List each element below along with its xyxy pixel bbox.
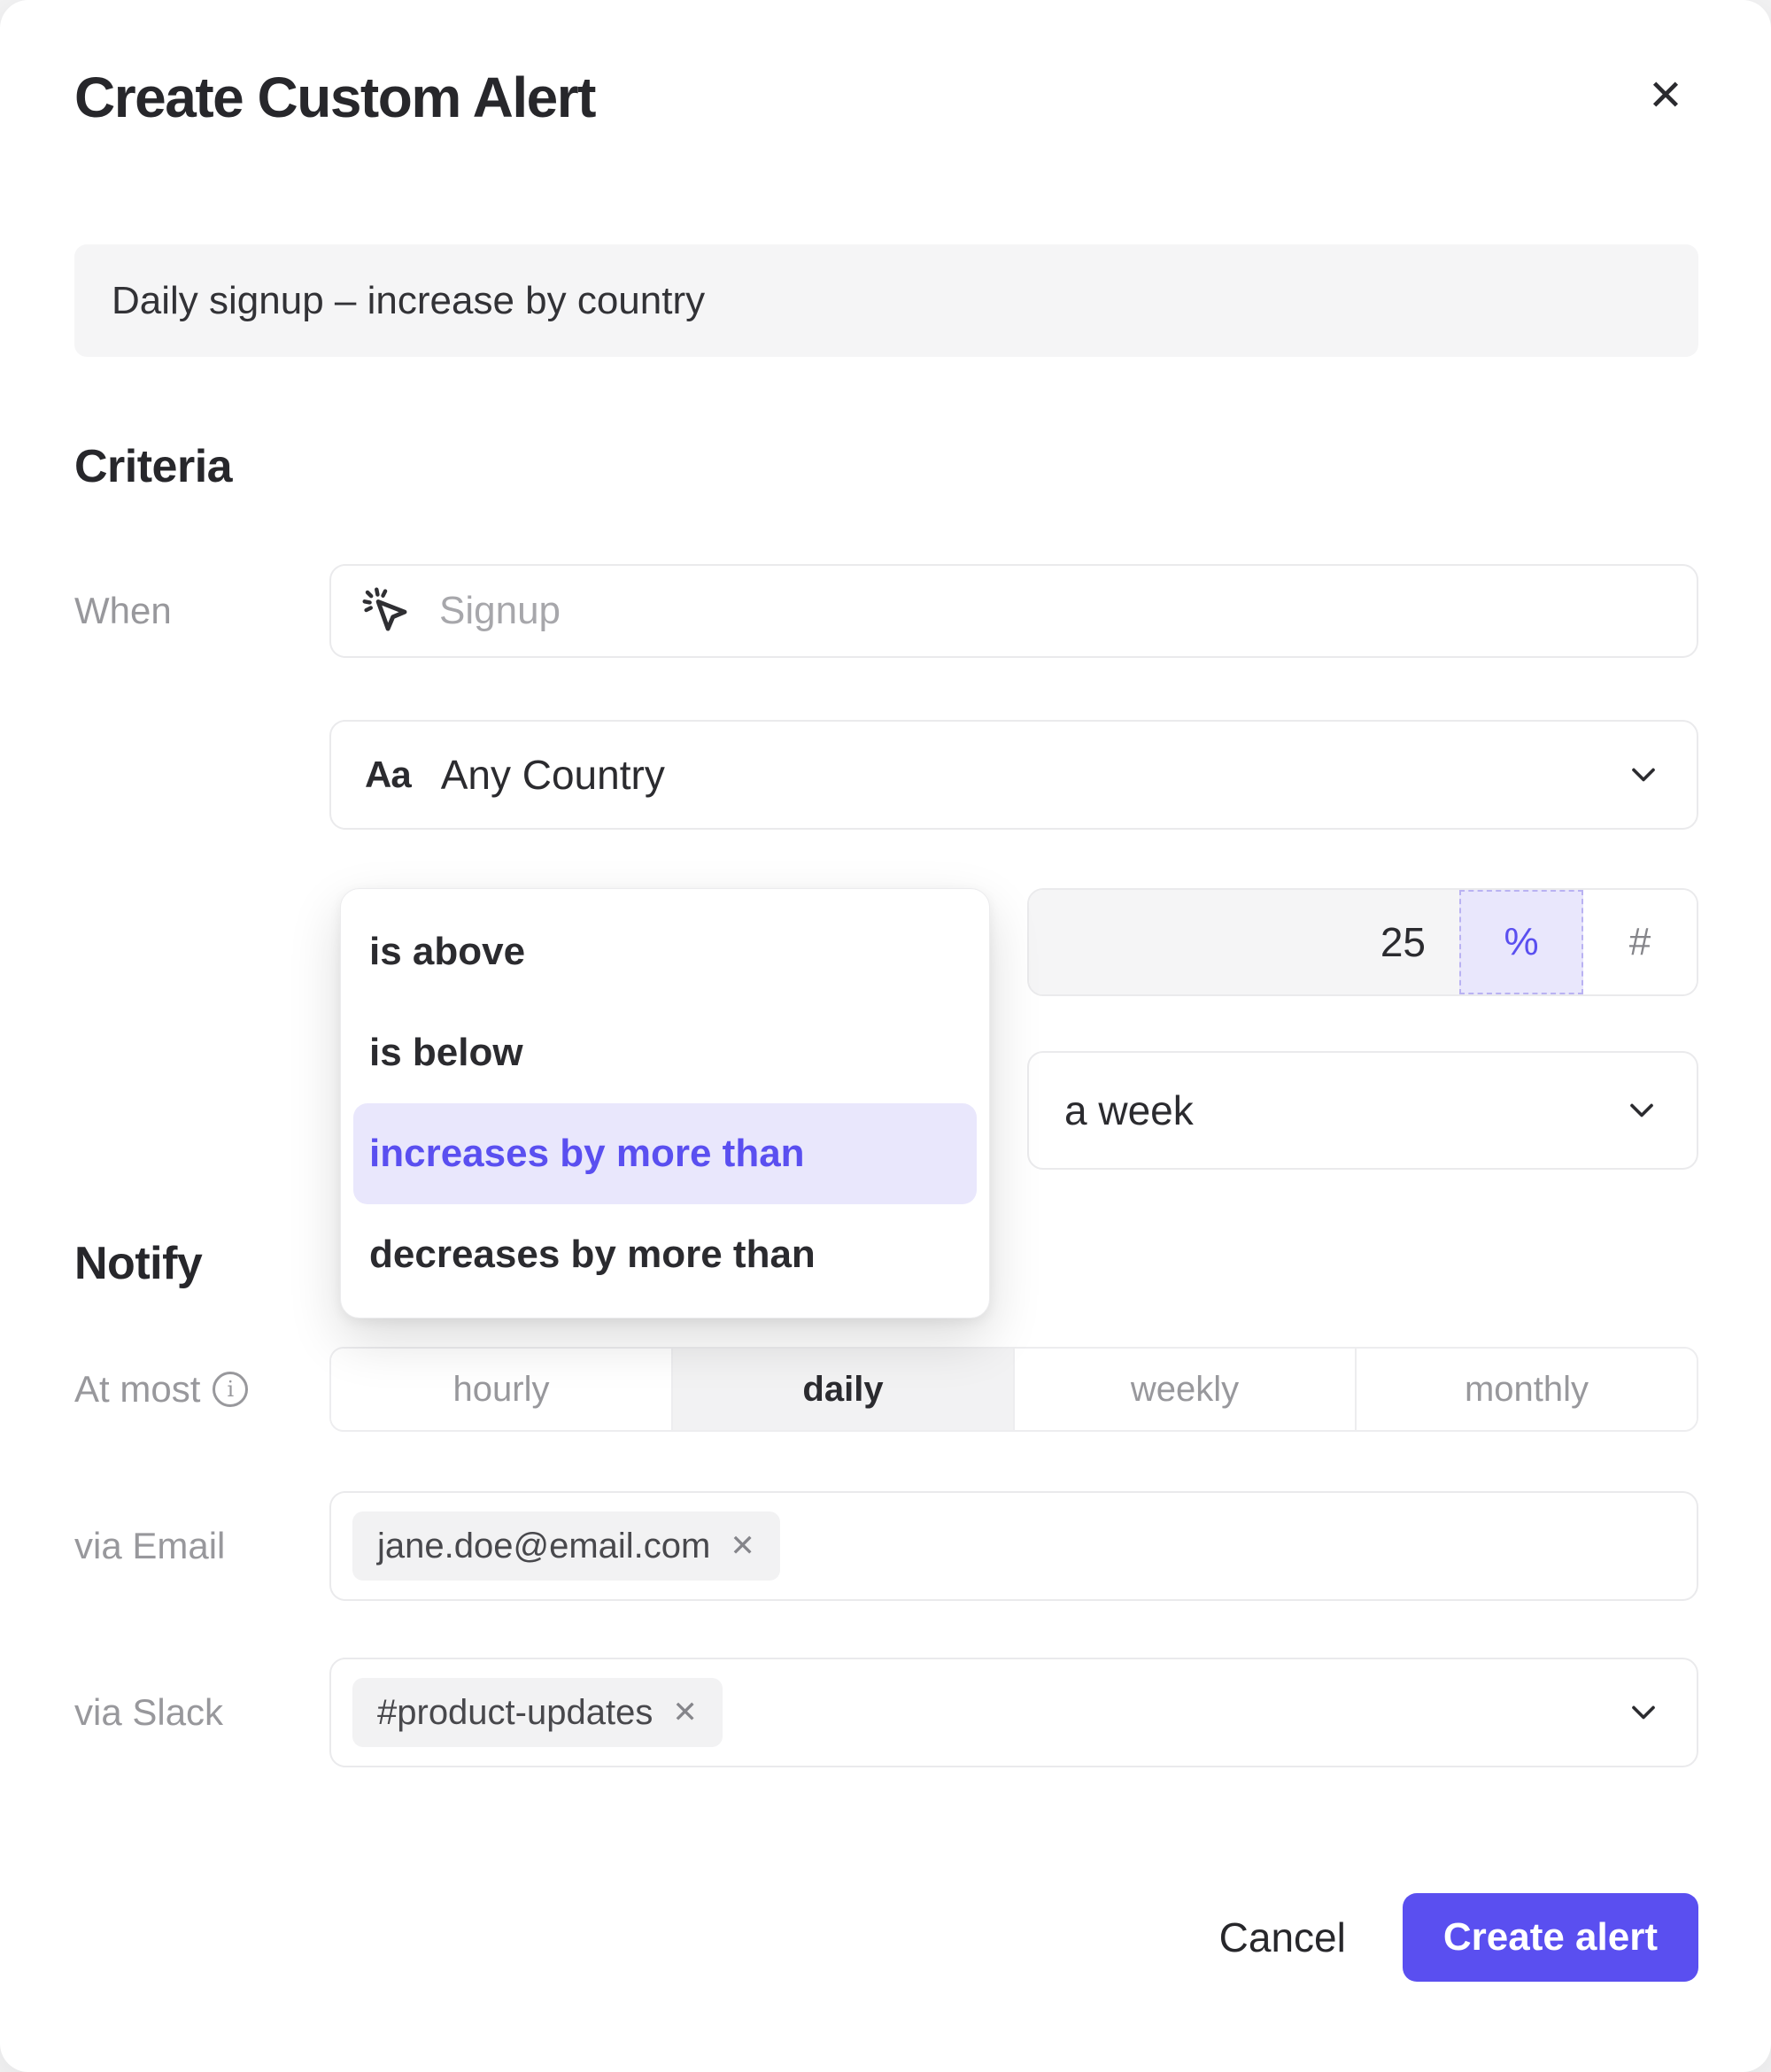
slack-chip bbox=[352, 1678, 723, 1747]
email-chip bbox=[352, 1511, 780, 1581]
condition-dropdown-anchor bbox=[329, 888, 979, 1276]
alert-name-input[interactable] bbox=[74, 244, 1698, 357]
criteria-heading: Criteria bbox=[74, 441, 233, 492]
condition-option-increases-by-more-than[interactable]: increases by more than bbox=[353, 1103, 977, 1204]
cancel-button[interactable]: Cancel bbox=[1218, 1914, 1346, 1960]
slack-row bbox=[74, 1658, 1698, 1767]
text-format-icon: Aa bbox=[365, 754, 411, 795]
condition-option-is-above[interactable]: is above bbox=[369, 930, 526, 973]
modal-footer bbox=[74, 1893, 1698, 2056]
slack-channels-field[interactable] bbox=[329, 1658, 1698, 1767]
slack-chip-text: #product-updates bbox=[377, 1692, 653, 1732]
unit-percent-toggle[interactable]: % bbox=[1459, 890, 1583, 994]
create-alert-button[interactable]: Create alert bbox=[1403, 1893, 1698, 1982]
page-title: Create Custom Alert bbox=[74, 66, 595, 129]
notify-heading: Notify bbox=[74, 1238, 203, 1289]
chevron-down-icon bbox=[1622, 1091, 1661, 1130]
close-icon[interactable]: ✕ bbox=[1635, 66, 1697, 128]
frequency-segmented-control bbox=[329, 1347, 1698, 1432]
when-label: When bbox=[74, 590, 172, 631]
frequency-option-daily[interactable]: daily bbox=[671, 1349, 1013, 1430]
threshold-control bbox=[1027, 888, 1698, 996]
when-row bbox=[74, 564, 1698, 658]
remove-slack-chip-icon[interactable]: ✕ bbox=[672, 1696, 698, 1729]
via-email-label: via Email bbox=[74, 1525, 226, 1566]
email-recipients-field[interactable] bbox=[329, 1491, 1698, 1601]
info-icon[interactable]: i bbox=[213, 1372, 248, 1407]
threshold-column bbox=[1027, 888, 1698, 1170]
remove-email-chip-icon[interactable]: ✕ bbox=[730, 1529, 755, 1563]
period-select[interactable] bbox=[1027, 1051, 1698, 1170]
condition-option-is-below[interactable]: is below bbox=[369, 1031, 523, 1074]
country-select-value: Any Country bbox=[440, 752, 665, 798]
chevron-down-icon bbox=[1624, 755, 1663, 794]
condition-option-decreases-by-more-than[interactable]: decreases by more than bbox=[369, 1233, 816, 1276]
chevron-down-icon bbox=[1624, 1693, 1663, 1732]
unit-number-toggle[interactable]: # bbox=[1583, 890, 1697, 994]
frequency-option-weekly[interactable]: weekly bbox=[1013, 1349, 1355, 1430]
at-most-label-group bbox=[74, 1368, 329, 1411]
at-most-label: At most bbox=[74, 1368, 201, 1410]
country-select[interactable] bbox=[329, 720, 1698, 830]
modal-header bbox=[74, 62, 1698, 133]
event-select-field[interactable] bbox=[329, 564, 1698, 658]
via-slack-label: via Slack bbox=[74, 1691, 224, 1733]
event-input[interactable] bbox=[437, 588, 1667, 634]
frequency-row bbox=[74, 1347, 1698, 1432]
frequency-option-hourly[interactable]: hourly bbox=[331, 1349, 671, 1430]
frequency-option-monthly[interactable]: monthly bbox=[1355, 1349, 1697, 1430]
threshold-value-input[interactable]: 25 bbox=[1029, 890, 1459, 994]
period-select-value: a week bbox=[1064, 1087, 1194, 1133]
click-cursor-icon bbox=[361, 586, 411, 636]
segment-row bbox=[74, 720, 1698, 830]
condition-dropdown-popover bbox=[340, 888, 990, 1318]
email-row bbox=[74, 1491, 1698, 1601]
email-chip-text: jane.doe@email.com bbox=[377, 1526, 711, 1566]
